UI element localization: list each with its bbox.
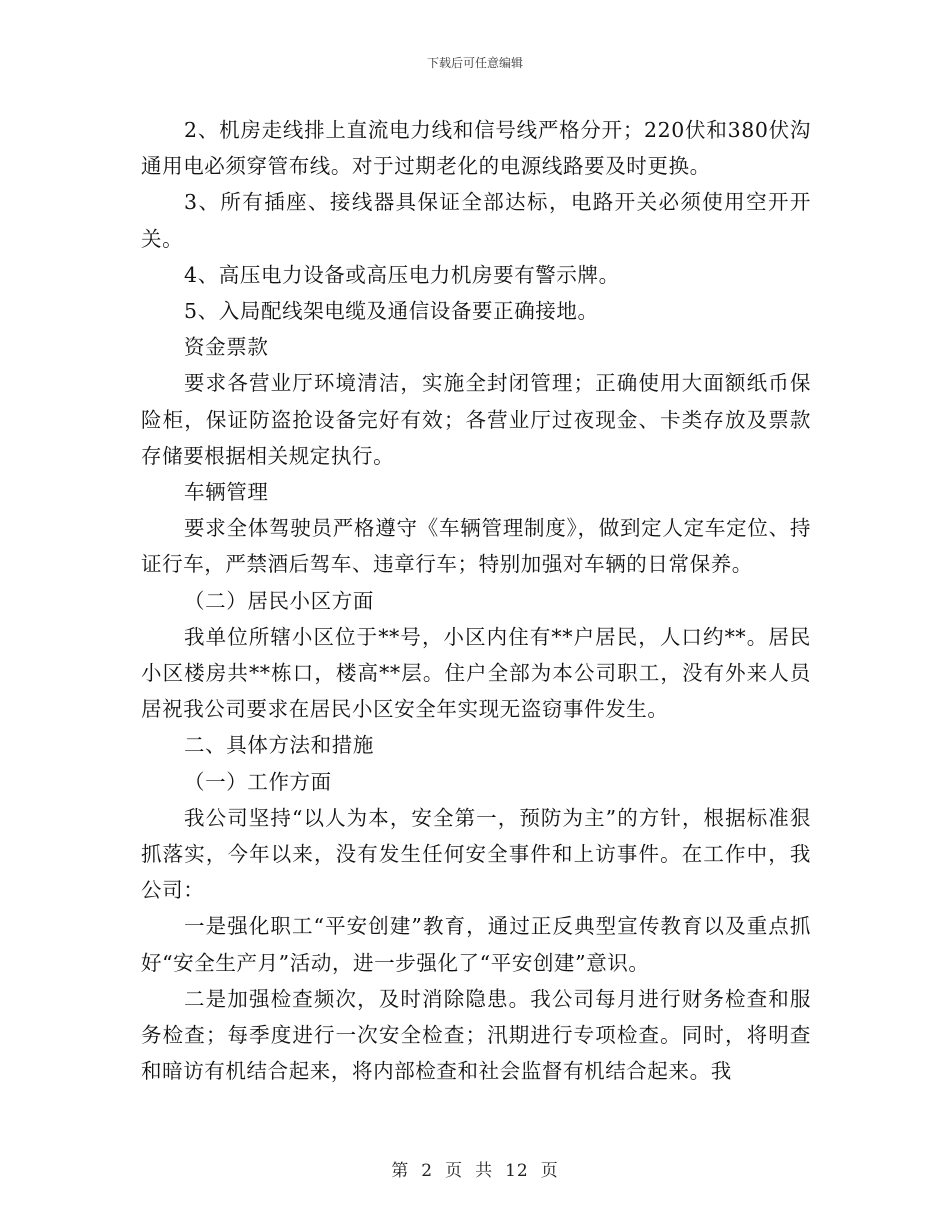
section-heading-work: （一）工作方面 [184,769,332,794]
section-heading-funds: 资金票款 [184,335,269,360]
document-body [141,112,811,1089]
paragraph-inspection: 二是加强检查频次，及时消除隐患。我公司每月进行财务检查和服务检查；每季度进行一次安全检查；汛期进行专项检查。同时，将明查和暗访有机结合起来，将内部检查和社会监督有机结合起来。我 [141,986,811,1084]
section-heading-residential: （二）居民小区方面 [184,588,374,613]
paragraph-grounding: 5、入局配线架电缆及通信设备要正确接地。 [184,299,599,324]
paragraph-policy: 我公司坚持“以人为本，安全第一，预防为主”的方针，根据标准狠抓落实，今年以来，没有发生任何安全事件和上访事件。在工作中，我公司： [141,805,811,903]
paragraph-education: 一是强化职工“平安创建”教育，通过正反典型宣传教育以及重点抓好“安全生产月”活动，进一步强化了“平安创建”意识。 [141,914,811,975]
paragraph-wiring: 2、机房走线排上直流电力线和信号线严格分开；220伏和380伏沟通用电必须穿管布线。对于过期老化的电源线路要及时更换。 [141,118,811,179]
total-suffix: 页 [540,1161,559,1181]
section-heading-methods: 二、具体方法和措施 [184,733,374,758]
total-pages-number: 12 [505,1161,529,1181]
page-prefix: 第 [391,1161,410,1181]
section-heading-vehicles: 车辆管理 [184,480,269,505]
header-note: 下载后可任意编辑 [426,56,523,70]
paragraph-sockets: 3、所有插座、接线器具保证全部达标，电路开关必须使用空开开关。 [141,190,811,251]
page-footer [0,1156,950,1181]
total-prefix: 共 [475,1161,494,1181]
paragraph-vehicles: 要求全体驾驶员严格遵守《车辆管理制度》，做到定人定车定位、持证行车，严禁酒后驾车、违章行车；特别加强对车辆的日常保养。 [141,516,811,577]
paragraph-high-voltage: 4、高压电力设备或高压电力机房要有警示牌。 [184,262,620,287]
paragraph-residential: 我单位所辖小区位于**号，小区内住有**户居民，人口约**。居民小区楼房共**栋口，楼高**层。住户全部为本公司职工，没有外来人员居祝我公司要求在居民小区安全年实现无盗窃事件发生。 [141,624,811,722]
paragraph-funds: 要求各营业厅环境清洁，实施全封闭管理；正确使用大面额纸币保险柜，保证防盗抢设备完好有效；各营业厅过夜现金、卡类存放及票款存储要根据相关规定执行。 [141,371,811,468]
page-label: 页 [445,1161,464,1181]
current-page-number: 2 [421,1161,434,1181]
